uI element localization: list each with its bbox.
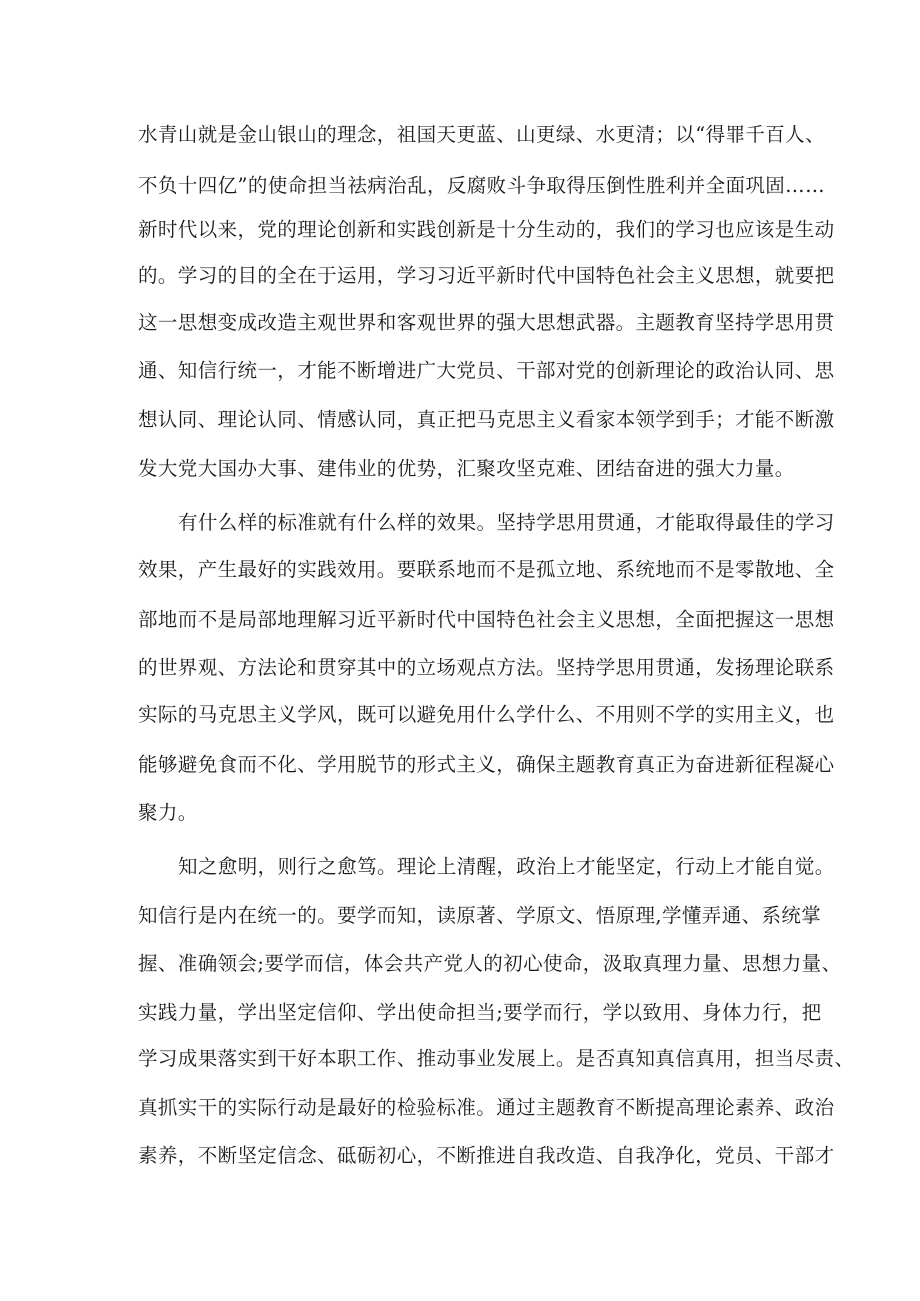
text-line: 能够避免食而不化、学用脱节的形式主义，确保主题教育真正为奋进新征程凝心 (138, 753, 835, 776)
text-line: 发大党大国办大事、建伟业的优势，汇聚攻坚克难、团结奋进的强大力量。 (138, 457, 795, 480)
text-line: 知信行是内在统一的。要学而知，读原著、学原文、悟原理,学懂弄通、系统掌 (138, 904, 822, 927)
text-line: 不负十四亿”的使命担当祛病治乱，反腐败斗争取得压倒性胜利并全面巩固…… (138, 174, 825, 197)
text-line: 实践力量，学出坚定信仰、学出使命担当;要学而行，学以致用、身体力行，把 (138, 1001, 822, 1024)
text-line: 素养，不断坚定信念、砥砺初心，不断推进自我改造、自我净化，党员、干部才 (138, 1144, 835, 1167)
text-line-paragraph-start: 有什么样的标准就有什么样的效果。坚持学思用贯通，才能取得最佳的学习 (178, 511, 835, 534)
text-line: 水青山就是金山银山的理念，祖国天更蓝、山更绿、水更清；以“得罪千百人、 (138, 123, 825, 146)
text-line: 的。学习的目的全在于运用，学习习近平新时代中国特色社会主义思想，就要把 (138, 264, 835, 287)
text-line: 真抓实干的实际行动是最好的检验标准。通过主题教育不断提高理论素养、政治 (138, 1096, 835, 1119)
text-line: 学习成果落实到干好本职工作、推动事业发展上。是否真知真信真用，担当尽责、 (138, 1047, 855, 1070)
text-line-paragraph-start: 知之愈明，则行之愈笃。理论上清醒，政治上才能坚定，行动上才能自觉。 (178, 855, 835, 878)
text-line: 握、准确领会;要学而信，体会共产党人的初心使命，汲取真理力量、思想力量、 (138, 952, 842, 975)
text-line: 想认同、理论认同、情感认同，真正把马克思主义看家本领学到手；才能不断激 (138, 408, 835, 431)
text-line: 部地而不是局部地理解习近平新时代中国特色社会主义思想，全面把握这一思想 (138, 608, 835, 631)
text-line: 的世界观、方法论和贯穿其中的立场观点方法。坚持学思用贯通，发扬理论联系 (138, 656, 835, 679)
text-line: 通、知信行统一，才能不断增进广大党员、干部对党的创新理论的政治认同、思 (138, 359, 835, 382)
text-line: 新时代以来，党的理论创新和实践创新是十分生动的，我们的学习也应该是生动 (138, 218, 835, 241)
text-line: 聚力。 (138, 801, 198, 824)
text-line: 实际的马克思主义学风，既可以避免用什么学什么、不用则不学的实用主义，也 (138, 703, 835, 726)
text-line: 这一思想变成改造主观世界和客观世界的强大思想武器。主题教育坚持学思用贯 (138, 311, 835, 334)
text-line: 效果，产生最好的实践效用。要联系地而不是孤立地、系统地而不是零散地、全 (138, 558, 835, 581)
